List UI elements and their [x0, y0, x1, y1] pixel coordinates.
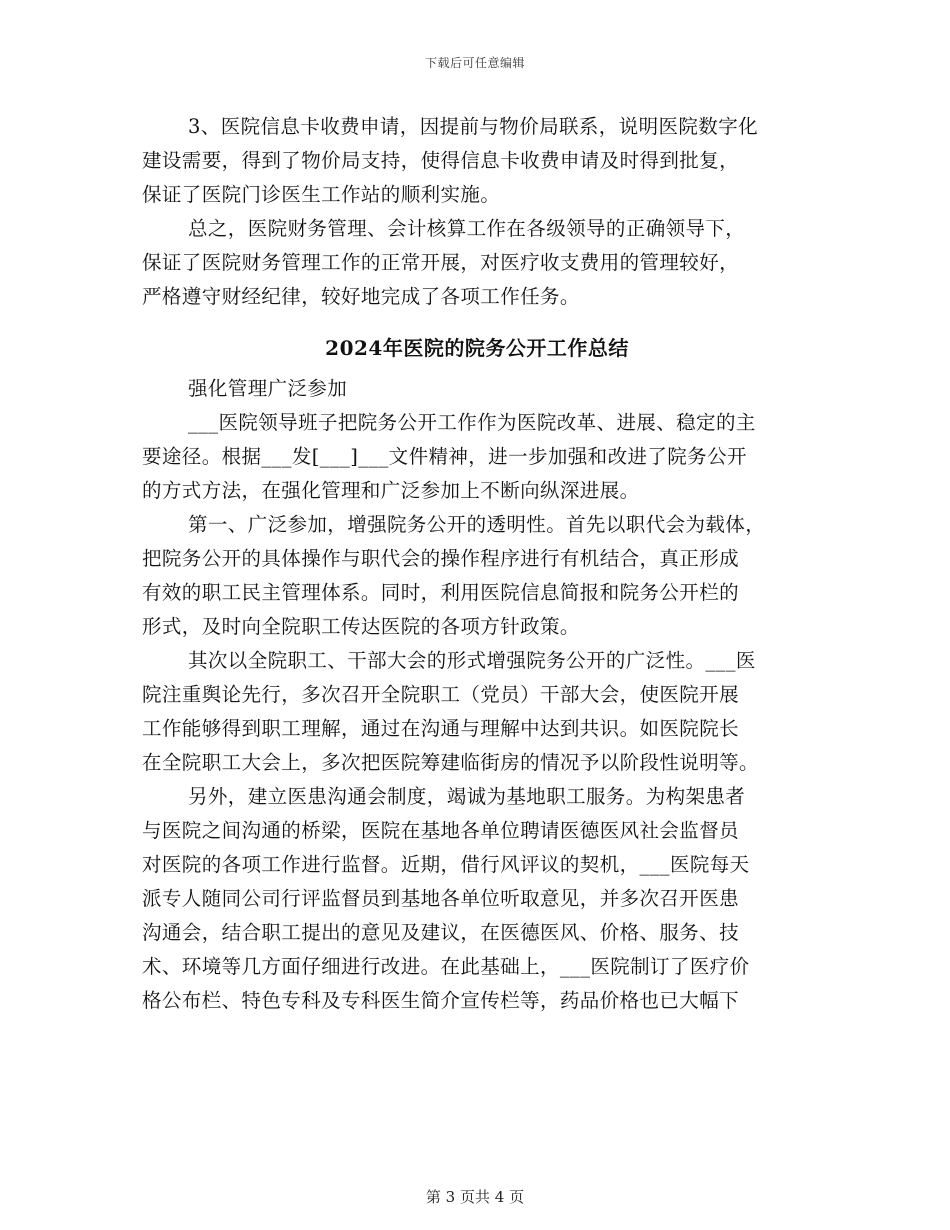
paragraph-line: 形式，及时向全院职工传达医院的各项方针政策。 — [142, 615, 580, 638]
paragraph-line: 保证了医院财务管理工作的正常开展，对医疗收支费用的管理较好， — [142, 251, 740, 274]
paragraph-line: 其次以全院职工、干部大会的形式增强院务公开的广泛性。___医 — [188, 649, 756, 672]
paragraph-line: 工作能够得到职工理解，通过在沟通与理解中达到共识。如医院院长 — [142, 717, 740, 740]
paragraph-line: 格公布栏、特色专科及专科医生简介宣传栏等，药品价格也已大幅下 — [142, 989, 740, 1012]
page-footer: 第 3 页共 4 页 — [425, 1188, 525, 1206]
paragraph-line: 建设需要，得到了物价局支持，使得信息卡收费申请及时得到批复， — [142, 149, 740, 172]
section-title: 2024年医院的院务公开工作总结 — [325, 336, 629, 360]
paragraph-line: 保证了医院门诊医生工作站的顺利实施。 — [142, 183, 501, 206]
paragraph-line: 要途径。根据___发[___]___文件精神，进一步加强和改进了院务公开 — [142, 445, 747, 468]
paragraph-line: 对医院的各项工作进行监督。近期，借行风评议的契机，___医院每天 — [142, 853, 750, 876]
paragraph-line: 派专人随同公司行评监督员到基地各单位听取意见，并多次召开医患 — [142, 887, 740, 910]
paragraph-line: 把院务公开的具体操作与职代会的操作程序进行有机结合，真正形成 — [142, 547, 740, 570]
paragraph-line: 与医院之间沟通的桥梁，医院在基地各单位聘请医德医风社会监督员 — [142, 819, 740, 842]
paragraph-line: ___医院领导班子把院务公开工作作为医院改革、进展、稳定的主 — [188, 411, 756, 434]
subheading: 强化管理广泛参加 — [188, 377, 348, 400]
paragraph-line: 总之，医院财务管理、会计核算工作在各级领导的正确领导下， — [188, 217, 746, 240]
paragraph-line: 第一、广泛参加，增强院务公开的透明性。首先以职代会为载体， — [188, 513, 766, 536]
paragraph-line: 另外，建立医患沟通会制度，竭诚为基地职工服务。为构架患者 — [188, 785, 746, 808]
paragraph-line: 沟通会，结合职工提出的意见及建议，在医德医风、价格、服务、技 — [142, 921, 740, 944]
paragraph-line: 3、医院信息卡收费申请，因提前与物价局联系，说明医院数字化 — [188, 115, 759, 138]
document-body — [142, 110, 812, 1018]
paragraph-line: 严格遵守财经纪律，较好地完成了各项工作任务。 — [142, 285, 580, 308]
paragraph-line: 的方式方法，在强化管理和广泛参加上不断向纵深进展。 — [142, 479, 640, 502]
paragraph-line: 在全院职工大会上，多次把医院筹建临街房的情况予以阶段性说明等。 — [142, 751, 759, 774]
paragraph-line: 院注重舆论先行，多次召开全院职工（党员）干部大会，使医院开展 — [142, 683, 740, 706]
page-header: 下载后可任意编辑 — [424, 56, 525, 70]
paragraph-line: 术、环境等几方面仔细进行改进。在此基础上，___医院制订了医疗价 — [142, 955, 750, 978]
paragraph-line: 有效的职工民主管理体系。同时，利用医院信息简报和院务公开栏的 — [142, 581, 740, 604]
